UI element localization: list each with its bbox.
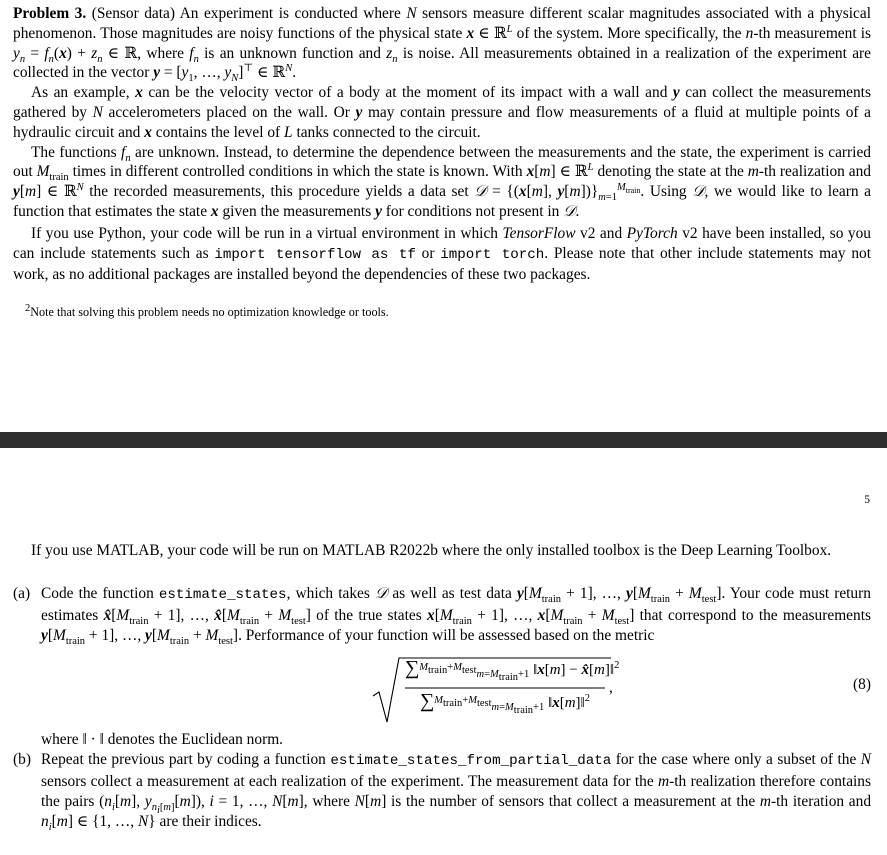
page-bottom [0, 448, 887, 855]
task-item-a: (a) Code the function estimate_states, which takes 𝒟 as well as test data $y[M_{train} + 1]$, …, $y[M_{train} + M_{test}]$. Your code must return estimates $x̂[M_{train} + 1]$, …, $x̂[M_{train} + M_{test}]$ of the true states $x[M_{train} + 1]$, …, $x[M_{train} + M_{test}]$ that correspond to the measurements $y[M_{train} + 1]$, …, $y[M_{train} + M_{test}]$. Performance of your function will be assessed based on the metric ∑$^{M_{train}+M_{test}}_{m=M_{train}+1}$ ‖x[m] − x̂[m]‖$^2$ ∑$^{M_{train}+M_{test}}_{m=M_{train}+1}$ ‖x[m]‖$^2$ , (8) where ‖ · ‖ denotes the Euclidean norm. [13, 585, 871, 749]
text-run: Using [649, 183, 687, 201]
text-run: are unknown. Instead, to determine the dependence between the measurements and the state, the experiment is carried out [13, 143, 871, 181]
text-run: or [421, 244, 435, 262]
text-run: are their indices. [159, 812, 262, 830]
text-run: contains the level of [155, 123, 281, 141]
paragraph-example: As an example, x can be the velocity vector of a body at the moment of its impact with a wall and y can collect the measurements gathered by N accelerometers placed on the wall. Or y may contain pressure and flow measurements of a fluid at multiple points of a hydraulic circuit and x contains the level of L tanks connected to the circuit. [13, 84, 871, 141]
text-run: . Please note that other include statements may not work, as no additional packages are installed beyond the dependencies of these two packages. [13, 244, 871, 284]
code-import-tensorflow: import tensorflow as tf [214, 246, 416, 263]
text-run: is an unknown function and [204, 44, 381, 62]
text-run: v2 and [580, 224, 623, 242]
text-run: given the measurements [222, 202, 372, 220]
text-run: -th realization therefore contains the pairs [41, 772, 871, 810]
paragraph-python [13, 224, 871, 285]
text-run: v2 have been installed, so you can include statements such as [13, 224, 872, 262]
text-run: sensors measure different scalar magnitudes associated with a physical phenomenon. Those magnitudes are noisy functions of the physical state [13, 5, 871, 42]
text-run: is the number of sensors that collect a measurement at the [391, 792, 756, 810]
task-label-a: (a) [13, 585, 31, 602]
code-estimate-states-partial: estimate_states_from_partial_data [330, 753, 612, 770]
text-run: , where [303, 792, 350, 810]
text-run: . Performance of your function will be assessed based on the metric [238, 626, 655, 644]
text-run: Repeat the previous part by coding a function [41, 751, 326, 769]
task-item-b: (b) Repeat the previous part by coding a function estimate_states_from_partial_data for the case where only a subset of the N sensors collect a measurement at each realization of the experiment. The measurement data for the m-th realization therefore contains the pairs ($n_i[m]$, $y_{n_i[m]}[m]$), i = 1, …, N[m], where N[m] is the number of sensors that collect a measurement at the m-th iteration and $n_i[m]$ ∈ {1, …, N} are their indices. [13, 751, 872, 833]
text-run: accelerometers placed on the wall. Or [108, 103, 350, 121]
text-run: of the true states [316, 606, 422, 624]
paragraph-intro: Problem 3. (Sensor data) An experiment is conducted where N sensors measure different scalar magnitudes associated with a physical phenomenon. Those magnitudes are noisy functions of the physical state x ∈ ℝ$^L$ of the system. More specifically, the n-th measurement is $y_n = f_n(x) + z_n$ ∈ ℝ, where $f_n$ is an unknown function and $z_n$ is noise. All measurements obtained in a realization of the experiment are collected in the vector $y = [y_1$, …, $y_N]^⊤$ ∈ ℝ$^N$. [13, 5, 871, 85]
text-run: If you use Python, your code will be run in a virtual environment in which [31, 224, 498, 242]
text-run: An experiment is conducted where [179, 5, 401, 22]
text-run: can be the velocity vector of a body at the moment of its impact with a wall and [148, 84, 668, 102]
text-run: . Your code must return estimates [41, 585, 871, 624]
problem-label: Problem 3. [13, 5, 87, 22]
tensorflow-name: TensorFlow [502, 224, 576, 242]
equation-number: (8) [853, 676, 871, 694]
problem-body [13, 4, 871, 320]
footnote [13, 304, 871, 320]
task-list [13, 584, 871, 831]
matlab-note [13, 541, 871, 561]
text-run: denoting the state at the [597, 163, 744, 181]
page-break-divider [0, 432, 887, 448]
text-run: for conditions not present in [385, 202, 560, 220]
text-run: can collect the measurements gathered by [13, 84, 871, 121]
paragraph-training: The functions $f_n$ are unknown. Instead, to determine the dependence between the measurements and the state, the experiment is carried out $M_{train}$ times in different controlled conditions in which the state is known. With x[m] ∈ ℝ$^L$ denoting the state at the m-th realization and y[m] ∈ ℝ$^N$ the recorded measurements, this procedure yields a data set 𝒟 = {(x[m], $y[m])\}_{m=1}^{M_{train}}$. Using 𝒟, we would like to learn a function that estimates the state x given the measurements y for conditions not present in 𝒟. [13, 143, 872, 220]
text-run: -th realization and [758, 163, 871, 181]
footnote-mark: 2 [25, 303, 31, 315]
text-run: -th measurement is [753, 24, 871, 42]
text-run: sensors collect a measurement at each realization of the experiment. The measurement data for the [41, 772, 654, 790]
text-run: -th iteration and [771, 792, 872, 810]
text-run: may contain pressure and flow measurements of a fluid at multiple points of a hydraulic circuit and [13, 103, 871, 141]
text-run: of the system. More specifically, the [516, 24, 742, 42]
page-number: 5 [864, 494, 870, 506]
text-run: denotes the Euclidean norm. [107, 731, 284, 749]
code-import-torch: import torch [440, 246, 545, 263]
pytorch-name: PyTorch [626, 224, 678, 242]
text-run: The functions [31, 143, 117, 161]
text-run: As an example, [31, 84, 130, 102]
text-run: for the case where only a subset of the [615, 751, 857, 769]
text-run: tanks connected to the circuit. [296, 123, 481, 141]
problem-title: (Sensor data) [91, 5, 175, 22]
text-run: is noise. All measurements obtained in a realization of the experiment are collected in the vector [13, 44, 871, 82]
text-run: , we would like to learn a function that estimates the state [13, 183, 872, 220]
text-run: the recorded measurements, this procedure yields a data set [89, 183, 469, 201]
footnote-text: Note that solving this problem needs no optimization knowledge or tools. [30, 305, 389, 320]
text-run: as well as test data [392, 585, 512, 602]
fraction-denominator: ∑$^{M_{train}+M_{test}}_{m=M_{train}+1}$ ‖x[m]‖$^2$ [420, 690, 590, 717]
text-run: , which takes [286, 585, 370, 602]
paragraph-matlab: If you use MATLAB, your code will be run on MATLAB R2022b where the only installed toolbox is the Deep Learning Toolbox. [31, 542, 832, 559]
code-estimate-states: estimate_states [158, 587, 287, 603]
text-run: Code the function [41, 585, 154, 602]
text-run: , where [137, 44, 184, 62]
text-run: where [41, 731, 79, 749]
fraction-numerator: ∑$^{M_{train}+M_{test}}_{m=M_{train}+1}$ ‖x[m] − x̂[m]‖$^2$ [405, 657, 620, 684]
metric-equation: ∑$^{M_{train}+M_{test}}_{m=M_{train}+1}$ ‖x[m] − x̂[m]‖$^2$ ∑$^{M_{train}+M_{test}}_{m=M_{train}+1}$ ‖x[m]‖$^2$ , (8) [41, 652, 871, 724]
task-label-b: (b) [13, 751, 31, 769]
text-run: times in different controlled conditions in which the state is known. With [72, 163, 523, 181]
text-run: that correspond to the measurements [639, 606, 871, 624]
